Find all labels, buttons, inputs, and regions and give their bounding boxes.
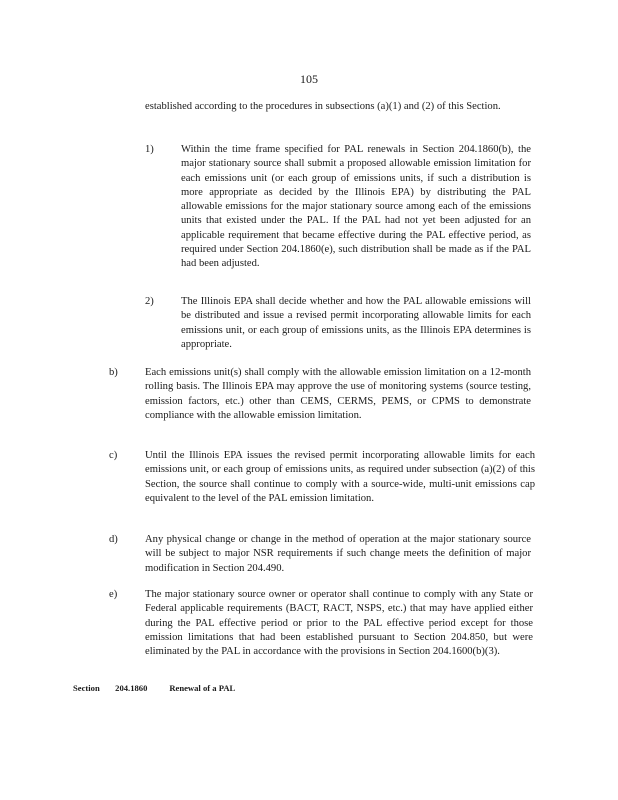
item-text-c: Until the Illinois EPA issues the revised permit incorporating allowable limits for each emissions unit, or each group of emissions units, as required under subsection (a)(2) of this Section, the source shall continue to comply with a source-wide, multi-unit emissions cap equivalent to the level of the PAL emission limitation.	[145, 450, 535, 504]
item-label-1: 1)	[145, 144, 154, 155]
item-text-1: Within the time frame specified for PAL renewals in Section 204.1860(b), the major stationary source shall submit a proposed allowable emission limitation for each emissions unit (or each group of emissions units, if such a distribution is more appropriate as decided by the Illinois EPA) by distributing the PAL allowable emissions for the major stationary source among each of the emissions units that existed under the PAL. If the PAL had not yet been adjusted for an applicable requirement that became effective during the PAL effective period, as required under Section 204.1860(e), such distribution shall be made as if the PAL had been adjusted.	[181, 144, 531, 270]
item-label-e: e)	[109, 589, 118, 600]
page-number: 105	[300, 72, 318, 86]
section-heading-number: 204.1860	[115, 683, 148, 693]
section-heading	[73, 683, 235, 693]
item-label-2: 2)	[145, 296, 154, 307]
item-label-c: c)	[109, 450, 118, 461]
item-label-d: d)	[109, 534, 118, 545]
item-text-b: Each emissions unit(s) shall comply with the allowable emission limitation on a 12-month rolling basis. The Illinois EPA may approve the use of monitoring systems (source testing, emission factors, etc.) other than CEMS, CERMS, PEMS, or CPMS to demonstrate compliance with the allowable emission limitation.	[145, 367, 531, 421]
intro-paragraph: established according to the procedures in subsections (a)(1) and (2) of this Section.	[145, 101, 501, 112]
item-label-b: b)	[109, 367, 118, 378]
item-text-2: The Illinois EPA shall decide whether and how the PAL allowable emissions will be distributed and issue a revised permit incorporating allowable limits for each emissions unit, or each group of emissions units, as the Illinois EPA determines is appropriate.	[181, 296, 531, 350]
item-text-e: The major stationary source owner or operator shall continue to comply with any State or Federal applicable requirements (BACT, RACT, NSPS, etc.) that may have applied either during the PAL effective period or prior to the PAL effective period except for those emission limitations that had been established pursuant to Section 204.850, but were eliminated by the PAL in accordance with the provisions in Section 204.1600(b)(3).	[145, 589, 533, 658]
section-heading-title: Renewal of a PAL	[169, 683, 236, 693]
item-text-d: Any physical change or change in the method of operation at the major stationary source will be subject to major NSR requirements if such change meets the definition of major modification in Section 204.490.	[145, 534, 531, 574]
section-heading-word: Section	[73, 683, 100, 693]
